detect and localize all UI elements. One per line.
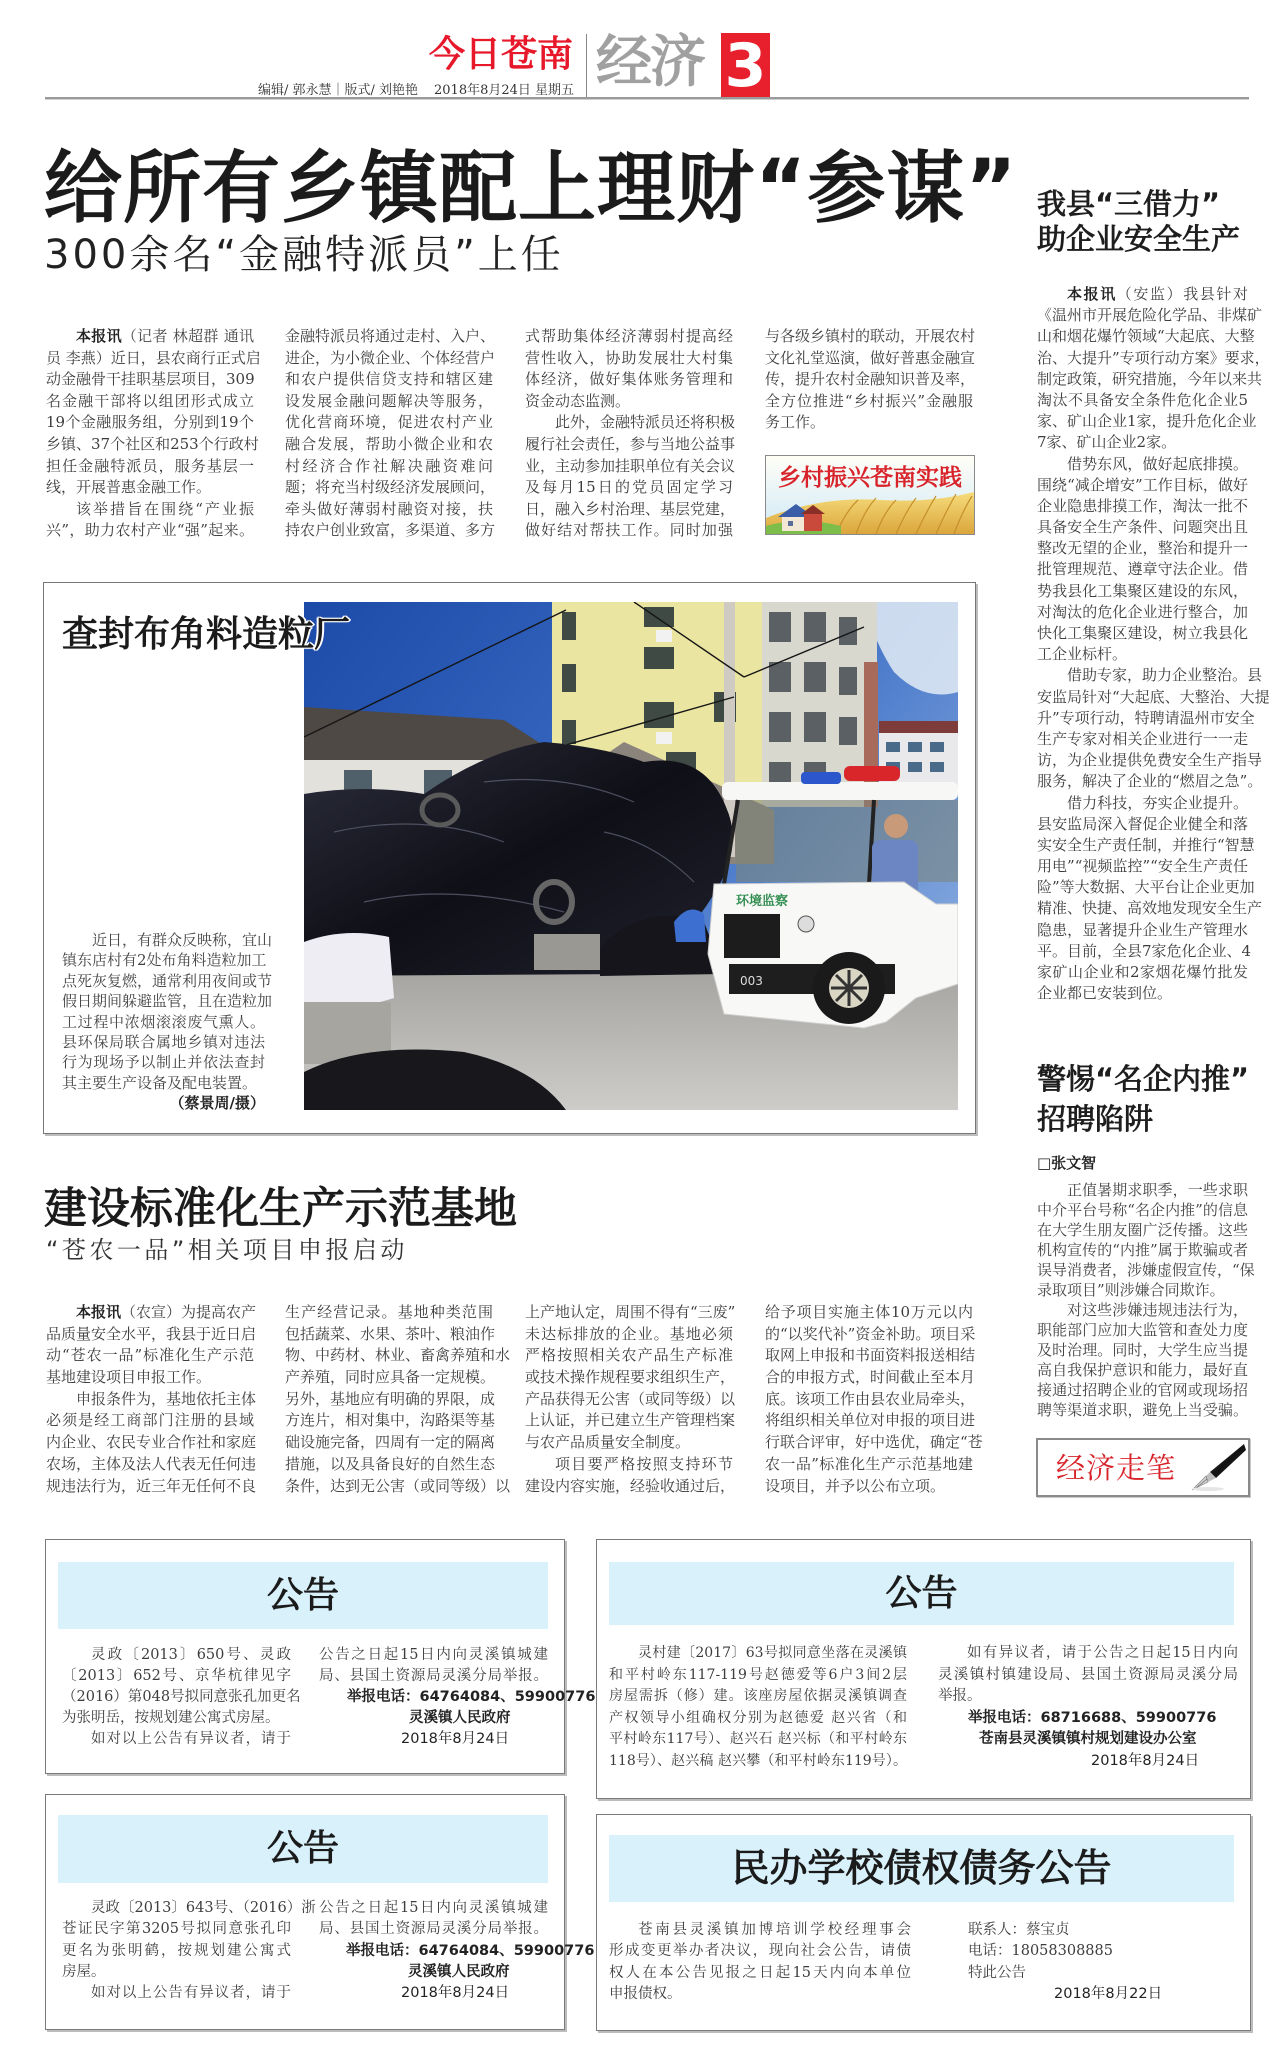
text-line: 制定政策，研究措施，今年以来共 (1037, 369, 1263, 388)
text-line: 如有异议者，请于公告之日起15日内向 (967, 1645, 1238, 1661)
text-line: 围绕“减企增安”工作目标，做好 (1037, 475, 1248, 494)
notice-right-column (319, 1645, 596, 1750)
text-line: 申报条件为，基地依托主体 (76, 1389, 257, 1408)
lead-article-column-1 (46, 326, 261, 542)
text-line: 灵政〔2013〕650号、灵政 (91, 1647, 291, 1663)
text-line: 快化工集聚区建设，树立我县化 (1037, 624, 1248, 642)
text-line: 基地建设项目申报工作。 (46, 1368, 212, 1387)
text-line: 物、中药材、林业、畜禽养殖和水 (285, 1346, 511, 1365)
lead-subheadline: 300余名“金融特派员”上任 (44, 232, 564, 278)
text-line: 农一品”标准化生产示范基地建 (765, 1454, 973, 1473)
dateline-rest: 我县针对 (1183, 285, 1248, 303)
notice-title: 公告 (58, 1815, 548, 1883)
safety-article-title-line-2: 助企业安全生产 (1037, 222, 1241, 256)
text-line: 治、大提升”专项行动方案》要求， (1037, 348, 1270, 367)
text-line: 批管理规范、遵章守法企业。借 (1037, 560, 1248, 579)
fountain-pen-icon (1188, 1442, 1246, 1492)
text-line: 录取项目”则涉嫌合同欺诈。 (1037, 1281, 1225, 1299)
text-line: 19个金融服务组，分别到19个 (46, 413, 254, 432)
contact-person: 联系人：蔡宝贞 (968, 1922, 1070, 1938)
text-line: 县安监局深入督促企业健全和落 (1037, 814, 1248, 833)
second-subheadline: “苍农一品”相关项目申报启动 (46, 1236, 408, 1264)
rural-revitalization-banner (765, 455, 975, 535)
text-line: 淘汰不具备安全条件危化企业5 (1037, 390, 1248, 409)
text-line: 生产经营记录。基地种类范围 (285, 1303, 493, 1321)
text-line: 设发展金融问题解决等服务， (285, 391, 493, 410)
text-line: 接通过招聘企业的官网或现场招 (1037, 1381, 1248, 1399)
photo-credit: （蔡景周/摄） (169, 1094, 265, 1113)
text-line: 和平村岭东117-119号赵德爱等6户3间2层 (609, 1666, 907, 1683)
text-line: 品质量安全水平，我县于近日启 (46, 1324, 257, 1343)
text-line: 产品获得无公害（或同等级）以 (525, 1389, 736, 1408)
enforcement-photo (304, 602, 958, 1110)
text-line: 动金融骨干挂职基层项目，309 (46, 370, 255, 389)
text-line: 融合发展，帮助小微企业和农 (285, 434, 493, 453)
notice-right-column (319, 1898, 595, 2004)
notice-date: 2018年8月24日 (401, 1985, 510, 2001)
second-article-column-4 (765, 1302, 983, 1497)
caption-line: 县环保局联合属地乡镇对违法 (62, 1032, 265, 1051)
lead-article-column-2 (285, 326, 496, 542)
text-line: 职能部门应加大监管和查处力度 (1037, 1321, 1248, 1339)
text-line: 传，提升农村金融知识普及率， (765, 370, 976, 389)
text-line: 营性收入，协助发展壮大村集 (525, 348, 733, 367)
text-line: 企业隐患排摸工作，淘汰一批不 (1037, 496, 1248, 515)
text-line: 另外，基地应有明确的界限，成 (285, 1389, 496, 1408)
text-line: 服务，解决了企业的“燃眉之急”。 (1037, 772, 1263, 791)
safety-article-title-line-1: 我县“三借力” (1037, 187, 1221, 221)
closing-text: 特此公告 (968, 1964, 1026, 1981)
safety-article-body (1037, 284, 1270, 1004)
caption-line: 工过程中浓烟滚滚废气熏人。 (62, 1012, 265, 1031)
text-line: 产权领导小组确权分别为赵德爱 赵兴省（和 (609, 1709, 907, 1726)
notice-date: 2018年8月24日 (401, 1731, 510, 1747)
text-line: 未达标排放的企业。基地必须 (525, 1324, 733, 1343)
text-line: 权人在本公告见报之日起15天内向本单位 (609, 1964, 911, 1981)
text-line: 与农产品质量安全制度。 (525, 1433, 691, 1452)
text-line: 取网上申报和书面资料报送相结 (765, 1346, 976, 1365)
text-line: 给予项目实施主体10万元以内 (765, 1303, 973, 1321)
column-badge (1036, 1438, 1250, 1497)
text-line: 严格按照相关农产品生产标准 (525, 1346, 733, 1365)
report-phone: 举报电话：64764084、59900776 (347, 1689, 596, 1705)
text-line: 员 李燕）近日，县农商行正式启 (46, 348, 261, 367)
text-line: 内企业、农民专业合作社和家庭 (46, 1433, 257, 1452)
text-line: 具备安全生产条件、问题突出且 (1037, 518, 1248, 537)
text-line: 家、矿山企业1家，提升危化企业 (1037, 412, 1257, 431)
notice-box-4 (596, 1814, 1251, 2031)
notice-left-column (62, 1645, 301, 1750)
text-line: 灵溪镇村镇建设局、县国土资源局灵溪分局 (938, 1666, 1238, 1683)
text-line: 整改无望的企业，整治和提升一 (1037, 539, 1248, 558)
photo-feature-box (43, 582, 976, 1134)
text-line: 线，开展普惠金融工作。 (46, 478, 212, 497)
dateline-source: （记者 林超群 通讯 (121, 327, 254, 345)
text-line: 业，主动参加挂职单位有关会议 (525, 456, 736, 475)
photo-feature-title: 查封布角料造粒厂 (62, 614, 351, 655)
text-line: 借势东风，做好起底排摸。 (1067, 454, 1248, 473)
dateline-rest: 为提高农产 (181, 1303, 257, 1321)
text-line: 产养殖，同时应具备一定规模。 (285, 1368, 496, 1387)
text-line: 式帮助集体经济薄弱村提高经 (525, 327, 733, 345)
text-line: 《温州市开展危险化学品、非煤矿 (1037, 306, 1263, 325)
lead-article-column-4 (765, 326, 976, 434)
text-line: 乡镇、37个社区和253个行政村 (46, 434, 259, 453)
notice-title: 民办学校债权债务公告 (609, 1835, 1234, 1902)
text-line: 的“以奖代补”资金补助。项目采 (765, 1324, 976, 1343)
text-line: 苍证民字第3205号拟同意张孔印 (62, 1921, 291, 1938)
text-line: 7家、矿山企业2家。 (1037, 433, 1177, 452)
column-badge-label: 经济走笔 (1056, 1451, 1177, 1485)
text-line: 工企业标杆。 (1037, 645, 1128, 664)
text-line: 或技术操作规程要求组织生产， (525, 1368, 736, 1387)
text-line: 此外，金融特派员还将积极 (555, 413, 736, 432)
newspaper-brand: 今日苍南 (429, 34, 574, 75)
opinion-article-title-line-2: 招聘陷阱 (1037, 1102, 1154, 1136)
second-article-column-2 (285, 1302, 511, 1497)
text-line: 隐患，显著提升企业生产管理水 (1037, 920, 1248, 939)
notice-right-column (968, 1920, 1218, 2005)
text-line: 苍南县灵溪镇加博培训学校经理事会 (638, 1922, 911, 1938)
text-line: 项目要严格按照支持环节 (555, 1454, 733, 1473)
text-line: 升”专项行动，特聘请温州市安全 (1037, 708, 1255, 727)
notice-title: 公告 (609, 1562, 1234, 1625)
text-line: 借助专家，助力企业整治。县 (1067, 666, 1263, 685)
text-line: 行联合评审，好中选优，确定“苍 (765, 1433, 983, 1452)
text-line: 平。目前，全县7家危化企业、4 (1037, 941, 1252, 960)
second-article-column-3 (525, 1302, 736, 1497)
text-line: 全方位推进“乡村振兴”金融服 (765, 391, 973, 410)
vehicle-plate: 003 (740, 974, 763, 988)
second-headline: 建设标准化生产示范基地 (44, 1184, 517, 1234)
text-line: 优化营商环境，促进农村产业 (285, 413, 493, 432)
page-number-badge: 3 (721, 33, 770, 100)
text-line: 牵头做好薄弱村融资对接，扶 (285, 499, 493, 518)
text-line: 底。该项工作由县农业局牵头， (765, 1389, 976, 1408)
caption-line: 镇东店村有2处布角料造粒加工 (62, 951, 267, 970)
text-line: 精准、快捷、高效地发现安全生产 (1037, 899, 1263, 918)
issuer: 灵溪镇人民政府 (409, 1710, 511, 1726)
text-line: 资金动态监测。 (525, 391, 631, 410)
dateline (46, 326, 254, 348)
text-line: 础设施完备，四周有一定的隔离 (285, 1433, 496, 1452)
text-line: 险”等大数据、大平台让企业更加 (1037, 878, 1255, 897)
text-line: 举报。 (938, 1688, 982, 1705)
section-title: 经济 (596, 30, 704, 95)
notice-left-column (609, 1920, 911, 2005)
dateline-source: （农宣） (121, 1303, 182, 1321)
text-line: 如对以上公告有异议者，请于 (91, 1731, 291, 1747)
text-line: 房屋。 (62, 1963, 106, 1980)
text-line: 动“苍农一品”标准化生产示范 (46, 1346, 254, 1365)
text-line: 方连片，相对集中，沟路渠等基 (285, 1411, 496, 1430)
notice-right-column (938, 1643, 1238, 1773)
issuer: 苍南县灵溪镇镇村规划建设办公室 (979, 1731, 1197, 1748)
text-line: 安监局针对“大起底、大整治、大提 (1037, 687, 1270, 706)
vehicle-label: 环境监察 (736, 894, 789, 909)
text-line: 公告之日起15日内向灵溪镇城建 (319, 1900, 548, 1916)
text-line: 正值暑期求职季，一些求职 (1067, 1181, 1248, 1199)
dateline-source: （安监） (1116, 285, 1184, 303)
text-line: 文化礼堂巡演，做好普惠金融宣 (765, 348, 976, 367)
author-byline: □张文智 (1037, 1154, 1097, 1172)
text-line: 118号）、赵兴稿 赵兴攀（和平村岭东119号）。 (609, 1752, 907, 1769)
dateline-label: 本报讯 (1067, 285, 1117, 303)
caption-line: 点死灰复燃，通常利用夜间或节 (62, 971, 273, 990)
text-line: 灵村建〔2017〕63号拟同意坐落在灵溪镇 (638, 1645, 907, 1661)
notice-date: 2018年8月24日 (1091, 1752, 1200, 1769)
text-line: 灵政〔2013〕643号、（2016）浙 (91, 1900, 316, 1916)
photo-caption (62, 930, 273, 1114)
dateline (1037, 284, 1248, 305)
lead-article-column-3 (525, 326, 736, 542)
text-line: 企业都已安装到位。 (1037, 984, 1173, 1003)
caption-line: 近日，有群众反映称，宜山 (92, 931, 273, 949)
text-line: 包括蔬菜、水果、茶叶、粮油作 (285, 1324, 496, 1343)
text-line: 上产地认定，周围不得有“三废” (525, 1303, 736, 1321)
text-line: 及每月15日的党员固定学习 (525, 478, 733, 497)
text-line: 误导消费者，涉嫌虚假宣传，“保 (1037, 1261, 1255, 1279)
lead-headline: 给所有乡镇配上理财“参谋” (44, 144, 1018, 234)
text-line: 借力科技，夯实企业提升。 (1067, 793, 1248, 812)
text-line: 村经济合作社解决融资难问 (285, 456, 493, 475)
text-line: 履行社会责任，参与当地公益事 (525, 434, 736, 453)
text-line: 高自我保护意识和能力，最好直 (1037, 1361, 1248, 1379)
caption-line: 假日期间躲避监管，且在造粒加 (62, 992, 273, 1011)
banner-title: 乡村振兴苍南实践 (778, 465, 962, 491)
notice-title: 公告 (58, 1562, 548, 1629)
issuer: 灵溪镇人民政府 (408, 1963, 510, 1980)
opinion-article-body (1037, 1180, 1255, 1420)
text-line: 平村岭东117号）、赵兴石 赵兴标（和平村岭东 (609, 1731, 907, 1748)
text-line: 实安全生产责任制，并推行“智慧 (1037, 835, 1255, 854)
text-line: 与各级乡镇村的联动，开展农村 (765, 327, 976, 345)
dateline-label: 本报讯 (76, 327, 122, 345)
text-line: 务工作。 (765, 413, 826, 432)
masthead-rule (45, 97, 1249, 100)
dateline (46, 1302, 257, 1324)
text-line: 建设内容实施，经验收通过后， (525, 1476, 736, 1495)
text-line: 条件，达到无公害（或同等级）以 (285, 1476, 511, 1495)
text-line: 访，为企业提供免费安全生产指导 (1037, 751, 1263, 770)
text-line: 用电”“视频监控”“安全生产责任 (1037, 857, 1248, 876)
text-line: 公告之日起15日内向灵溪镇城建 (319, 1647, 548, 1663)
text-line: 该举措旨在围绕“产业振 (76, 499, 254, 518)
text-line: 房屋需拆（修）建。该座房屋依据灵溪镇调查 (609, 1688, 907, 1705)
issue-date: 2018年8月24日 星期五 (434, 83, 575, 98)
text-line: 合的申报方式，时间截止至本月 (765, 1368, 976, 1387)
text-line: 规违法行为，近三年无任何不良 (46, 1476, 257, 1495)
second-article-column-1 (46, 1302, 257, 1497)
text-line: 更名为张明鹤，按规划建公寓式 (62, 1942, 291, 1959)
text-line: 申报债权。 (609, 1985, 682, 2002)
text-line: 形成变更举办者决议，现向社会公告，请债 (609, 1943, 911, 1960)
dateline-label: 本报讯 (76, 1303, 122, 1321)
text-line: 上认证，并已建立生产管理档案 (525, 1411, 736, 1430)
text-line: 及时治理。同时，大学生应当提 (1037, 1341, 1248, 1359)
caption-line: 其主要生产设备及配电装置。 (62, 1073, 258, 1092)
notice-box-3 (45, 1794, 595, 2030)
text-line: 势我县化工集聚区建设的东风， (1037, 581, 1248, 600)
text-line: 日，融入乡村治理、基层党建， (525, 499, 736, 518)
notice-box-2 (596, 1539, 1251, 1799)
notice-left-column (62, 1898, 316, 2004)
text-line: 题；将充当村级经济发展顾问， (285, 478, 496, 497)
notice-date: 2018年8月22日 (1054, 1985, 1163, 2002)
text-line: 设项目，并予以公布立项。 (765, 1476, 946, 1495)
report-phone: 举报电话：64764084、59900776 (346, 1942, 595, 1959)
report-phone: 举报电话：68716688、59900776 (968, 1709, 1217, 1726)
text-line: 山和烟花爆竹领域“大起底、大整 (1037, 327, 1255, 346)
text-line: 名金融干部将以组团形式成立 (46, 391, 254, 410)
text-line: 措施，以及具备良好的自然生态 (285, 1454, 496, 1473)
masthead-divider (586, 34, 587, 99)
notice-left-column (609, 1643, 907, 1773)
text-line: 持农户创业致富，多渠道、多方 (285, 521, 496, 540)
text-line: 担任金融特派员，服务基层一 (46, 456, 254, 475)
text-line: 家矿山企业和2家烟花爆竹批发 (1037, 963, 1248, 981)
notice-box-1 (45, 1539, 596, 1774)
text-line: 〔2013〕652号、京华杭律见字 (62, 1668, 291, 1684)
text-line: 为张明岳，按规划建公寓式房屋。 (62, 1710, 280, 1726)
opinion-article-title-line-1: 警惕“名企内推” (1037, 1062, 1250, 1096)
text-line: 对淘汰的危化企业进行整合，加 (1037, 602, 1248, 621)
text-line: 做好结对帮扶工作。同时加强 (525, 521, 733, 540)
caption-line: 行为现场予以制止并依法查封 (62, 1053, 265, 1072)
text-line: 机构宣传的“内推”属于欺骗或者 (1037, 1241, 1248, 1259)
text-line: 中介平台号称“名企内推”的信息 (1037, 1201, 1248, 1219)
text-line: 进企，为小微企业、个体经营户 (285, 348, 496, 367)
text-line: 对这些涉嫌违规违法行为， (1067, 1301, 1248, 1319)
text-line: 兴”，助力农村产业“强”起来。 (46, 521, 254, 540)
contact-phone: 电话：18058308885 (968, 1943, 1113, 1960)
text-line: 将组织相关单位对申报的项目进 (765, 1411, 976, 1430)
text-line: 局、县国土资源局灵溪分局举报。 (319, 1668, 548, 1684)
text-line: 局、县国土资源局灵溪分局举报。 (319, 1921, 548, 1938)
editor-credit: 编辑/ 郭永慧｜版式/ 刘艳艳 (258, 83, 419, 98)
text-line: 金融特派员将通过走村、入户、 (285, 327, 496, 345)
text-line: 在大学生朋友圈广泛传播。这些 (1037, 1221, 1248, 1239)
text-line: 农场，主体及法人代表无任何违 (46, 1454, 257, 1473)
text-line: 生产专家对相关企业进行一一走 (1037, 729, 1248, 748)
text-line: 必须是经工商部门注册的县域 (46, 1411, 254, 1430)
text-line: 体经济，做好集体账务管理和 (525, 370, 733, 389)
text-line: 聘等渠道求职，避免上当受骗。 (1037, 1401, 1248, 1419)
text-line: （2016）第048号拟同意张孔加更名 (62, 1689, 301, 1705)
text-line: 如对以上公告有异议者，请于 (91, 1985, 291, 2001)
text-line: 和农户提供信贷支持和辖区建 (285, 370, 493, 389)
